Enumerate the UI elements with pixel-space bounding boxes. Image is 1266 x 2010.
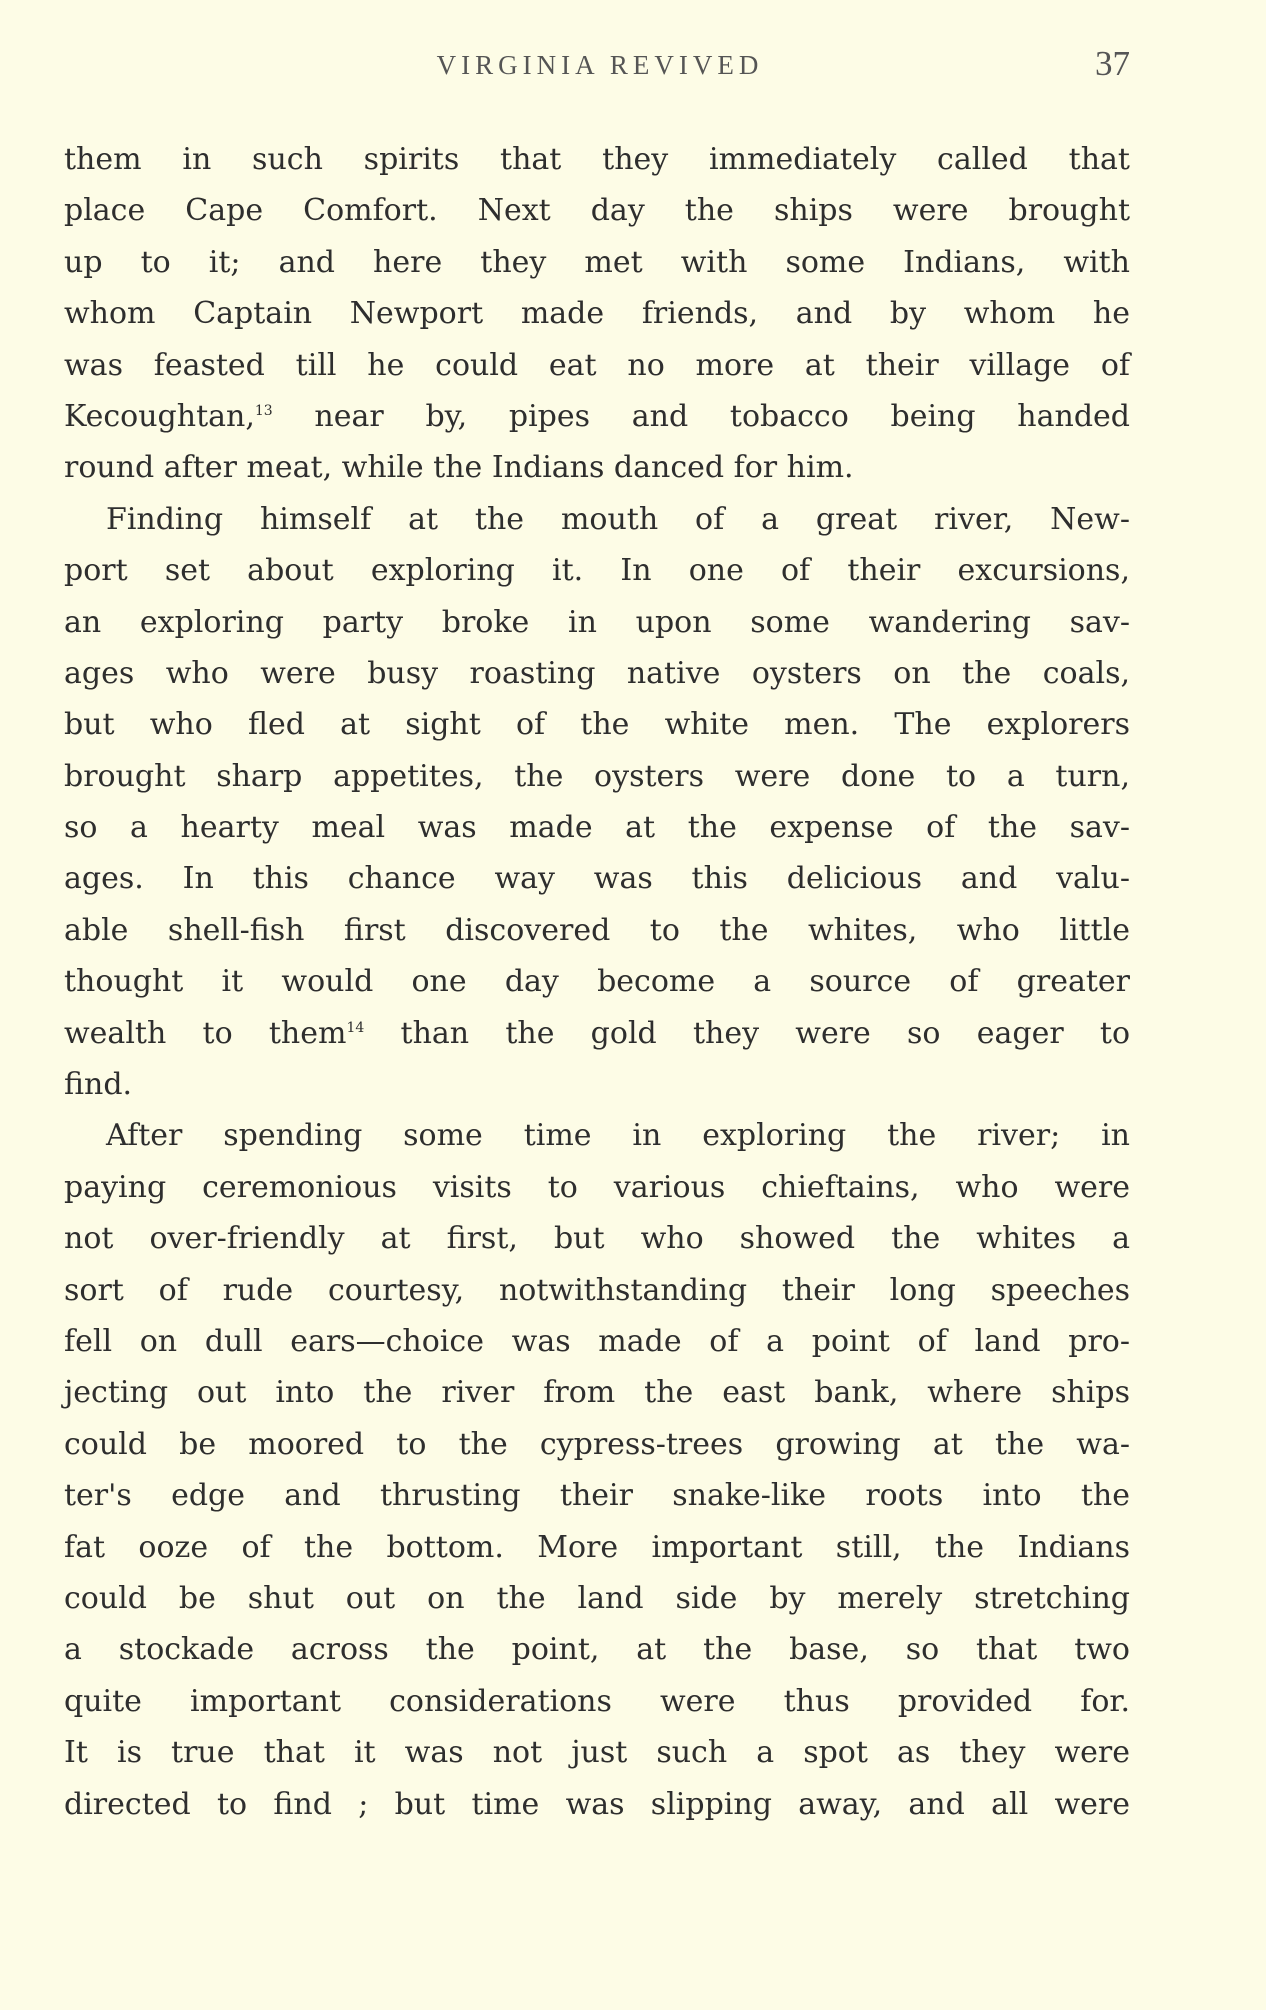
text-line: quite important considerations were thus provided for. [64,1683,1130,1719]
text-line: ages. In this chance way was this delicious and valu- [64,861,1130,897]
text-line: Kecoughtan,$^{13}$ near by, pipes and tobacco being handed [64,398,1130,434]
text-line: a stockade across the point, at the base, so that two [64,1632,1130,1668]
text-line: up to it; and here they met with some Indians, with [64,244,1130,280]
text-line: thought it would one day become a source of greater [64,964,1130,1000]
page-number: 37 [1095,44,1130,83]
text-line: an exploring party broke in upon some wandering sav- [64,604,1130,640]
text-line: port set about exploring it. In one of their excursions, [64,553,1130,589]
text-line: so a hearty meal was made at the expense of the sav- [64,810,1130,846]
text-line: paying ceremonious visits to various chieftains, who were [64,1169,1130,1205]
text-line: It is true that it was not just such a spot as they were [64,1735,1130,1771]
text-line: ages who were busy roasting native oysters on the coals, [64,655,1130,691]
text-line: able shell-fish first discovered to the whites, who little [64,912,1130,948]
text-line: them in such spirits that they immediately called that [64,142,1130,177]
text-line: wealth to them$^{14}$ than the gold they were so eager to [64,1015,1131,1051]
text-line: but who fled at sight of the white men. The explorers [64,707,1130,743]
footnote-marker: 13 [254,402,273,419]
paragraph-start: Finding himself at the mouth of a great river, New- [106,501,1130,537]
text-line: could be shut out on the land side by merely stretching [64,1580,1130,1616]
text-line: brought sharp appetites, the oysters were done to a turn, [64,758,1130,794]
text-line: directed to find ; but time was slipping away, and all were [64,1786,1130,1822]
footnote-marker: 14 [346,1019,365,1036]
text-line: find. [64,1067,133,1103]
text-line: place Cape Comfort. Next day the ships were brought [64,193,1130,229]
body-text [64,134,1130,1830]
text-line: was feasted till he could eat no more at their village of [64,347,1130,383]
text-line: sort of rude courtesy, notwithstanding their long speeches [64,1272,1130,1308]
running-title: VIRGINIA REVIVED [436,50,764,80]
text-line: not over-friendly at first, but who showed the whites a [64,1221,1130,1257]
text-line: jecting out into the river from the east bank, where ships [64,1375,1130,1411]
text-line: could be moored to the cypress-trees growing at the wa- [64,1426,1130,1462]
text-line: whom Captain Newport made friends, and by whom he [64,296,1130,332]
text-line: fat ooze of the bottom. More important still, the Indians [64,1529,1130,1565]
running-head [70,44,1130,90]
text-line: fell on dull ears—choice was made of a point of land pro- [64,1323,1130,1359]
text-line: round after meat, while the Indians danced for him. [64,450,854,486]
text-line: ter's edge and thrusting their snake-like roots into the [64,1478,1130,1514]
paragraph-start: After spending some time in exploring the river; in [106,1118,1130,1154]
